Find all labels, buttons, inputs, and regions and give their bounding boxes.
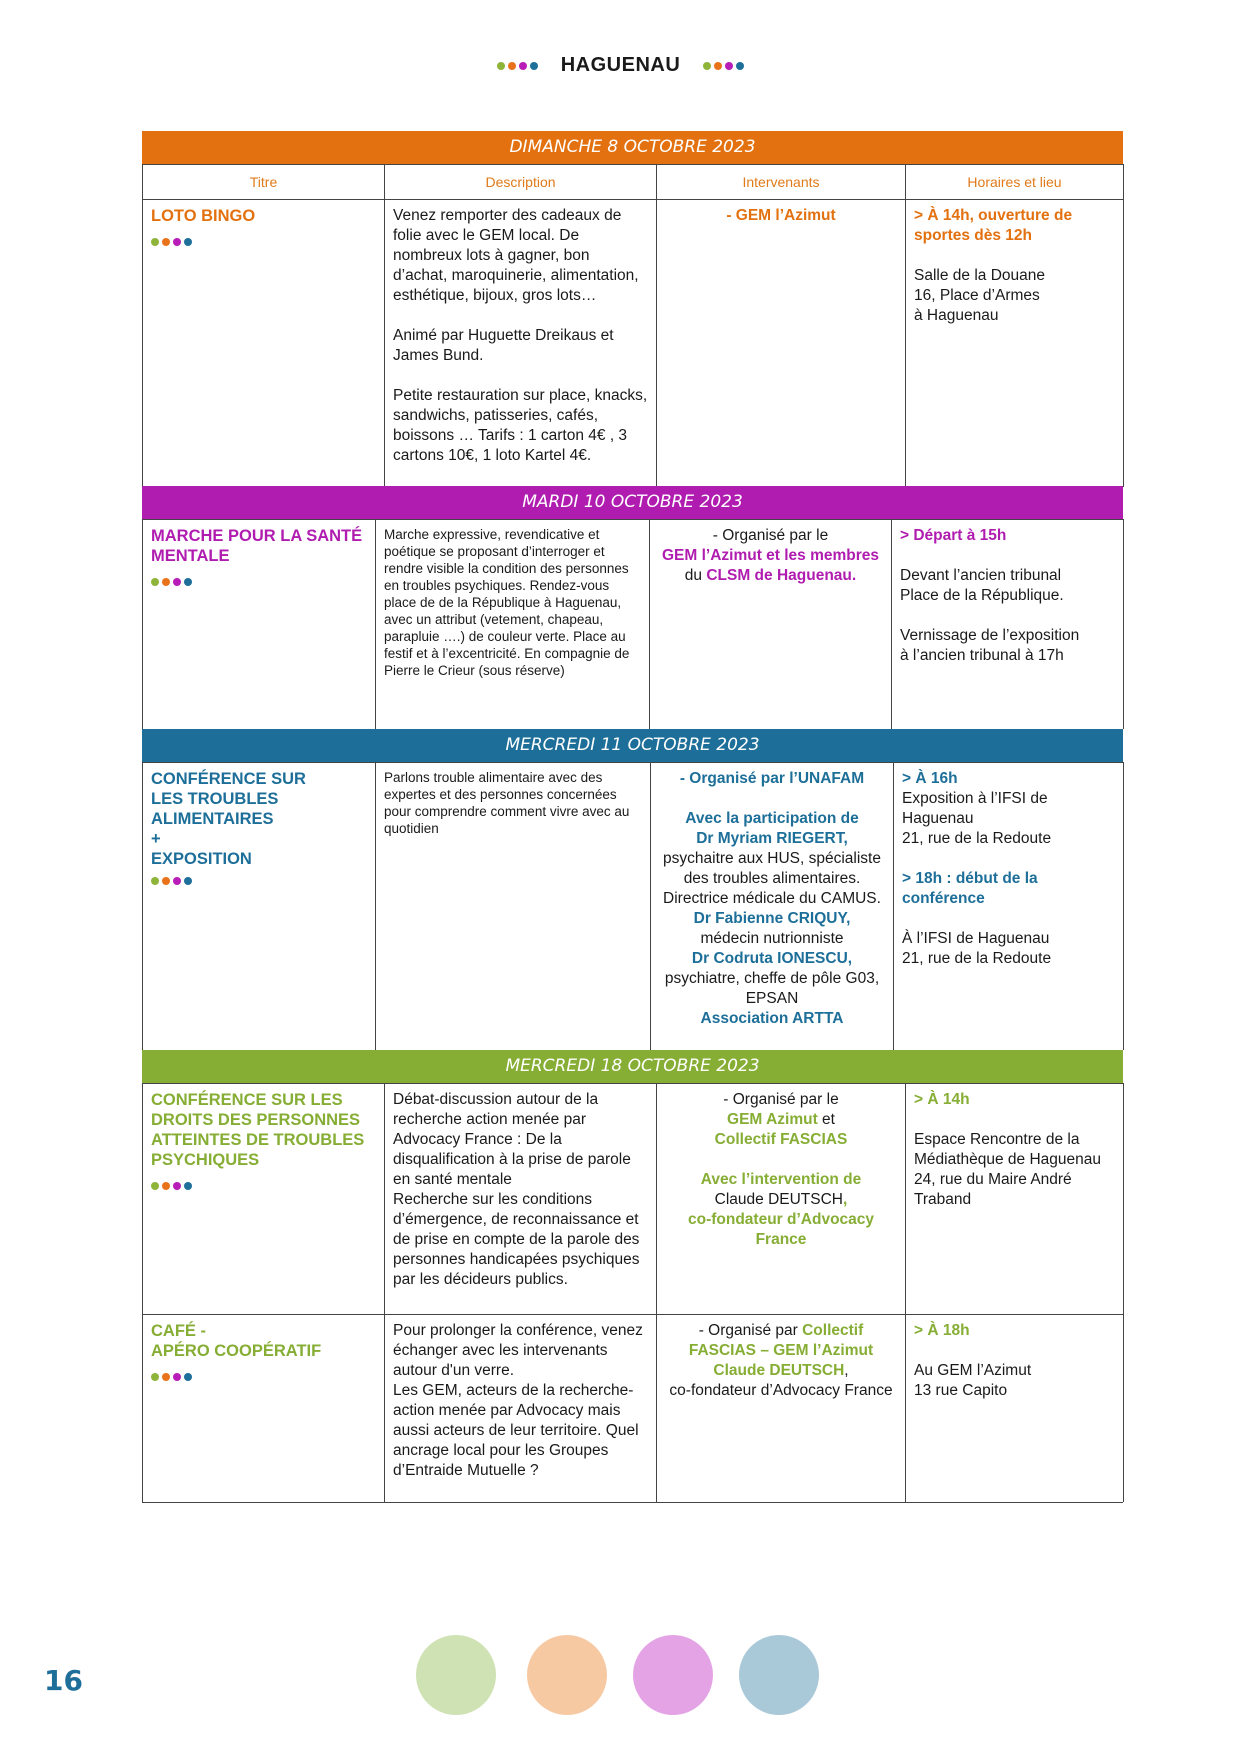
intervenant-name: Dr Myriam RIEGERT, bbox=[696, 830, 848, 847]
column-header-description: Description bbox=[385, 164, 657, 199]
section-dimanche-8-octobre bbox=[142, 131, 1123, 488]
date-banner: MERCREDI 11 OCTOBRE 2023 bbox=[142, 729, 1123, 762]
event-title: LOTO BINGO bbox=[151, 207, 256, 225]
venue-line: Vernissage de l’exposition bbox=[900, 627, 1080, 644]
description-paragraph: Les GEM, acteurs de la recherche-action menée par Advocacy mais aussi acteurs de leur territoire. Quel ancrage local pour les Groupes d’Entraide Mutuelle ? bbox=[393, 1382, 639, 1479]
event-title: CONFÉRENCE SUR LES DROITS DES PERSONNES ATTEINTES DE TROUBLES PSYCHIQUES bbox=[151, 1091, 365, 1169]
venue-line: 21, rue de la Redoute bbox=[902, 950, 1052, 967]
date-banner: MERCREDI 18 OCTOBRE 2023 bbox=[142, 1050, 1123, 1083]
intervenant-org: GEM Azimut bbox=[727, 1111, 818, 1128]
venue-line: 13 rue Capito bbox=[914, 1382, 1008, 1399]
event-title: CONFÉRENCE SUR LES TROUBLES ALIMENTAIRES + EXPOSITION bbox=[151, 770, 306, 868]
intervenant-intro: Avec la participation de bbox=[685, 810, 859, 827]
intervenant-org: Collectif FASCIAS – GEM l’Azimut Claude DEUTSCH bbox=[688, 1322, 874, 1379]
footer-circle-green bbox=[416, 1635, 496, 1715]
intervenant-prefix: - Organisé par le bbox=[723, 1091, 839, 1108]
event-schedule-cell bbox=[906, 1083, 1124, 1314]
event-title: MARCHE POUR LA SANTÉ MENTALE bbox=[151, 527, 363, 565]
event-schedule-cell bbox=[906, 199, 1124, 487]
event-intervenants-cell bbox=[657, 199, 906, 487]
description-paragraph: Animé par Huguette Dreikaus et James Bund. bbox=[393, 327, 614, 364]
event-intervenants-cell: - Organisé par le GEM Azimut et Collectif FASCIAS Avec l’intervention de Claude DEUTSCH, co-fondateur d’Advocacy France bbox=[657, 1083, 906, 1314]
venue-line: Exposition à l’IFSI de Haguenau bbox=[902, 790, 1048, 827]
intervenant-connector: du bbox=[684, 567, 707, 584]
decorative-dots bbox=[151, 1182, 192, 1190]
description-paragraph: Débat-discussion autour de la recherche action menée par Advocacy France : De la disqualification à la prise de parole en santé mentale bbox=[393, 1091, 631, 1188]
event-intervenants-cell: - Organisé par Collectif FASCIAS – GEM l’Azimut Claude DEUTSCH, co-fondateur d’Advocacy France bbox=[657, 1314, 906, 1502]
decorative-dots bbox=[151, 877, 192, 885]
date-banner: DIMANCHE 8 OCTOBRE 2023 bbox=[142, 131, 1123, 164]
event-intervenants-cell bbox=[650, 519, 892, 729]
event-description-cell bbox=[385, 199, 657, 487]
intervenant-org: GEM l’Azimut et les membres bbox=[661, 547, 880, 564]
intervenant-role: co-fondateur d’Advocacy France bbox=[669, 1382, 893, 1399]
description-paragraph: Venez remporter des cadeaux de folie avec le GEM local. De nombreux lots à gagner, bon d’achat, maroquinerie, alimentation, esthétique, bijoux, gros lots… bbox=[393, 207, 639, 304]
intervenant-role: psychaitre aux HUS, spécialiste des troubles alimentaires. Directrice médicale du CAMUS. bbox=[663, 850, 881, 907]
event-intervenants-cell bbox=[651, 762, 894, 1050]
intervenant-role: co-fondateur d’Advocacy France bbox=[687, 1211, 875, 1248]
event-description-cell bbox=[376, 762, 651, 1050]
section-mercredi-11-octobre bbox=[142, 729, 1123, 1051]
event-title-cell bbox=[143, 519, 376, 729]
event-time: > À 18h bbox=[914, 1322, 970, 1339]
column-header-titre: Titre bbox=[143, 164, 385, 199]
event-schedule-cell bbox=[892, 519, 1124, 729]
intervenant-org: CLSM de Haguenau. bbox=[706, 567, 857, 584]
decorative-dots bbox=[497, 62, 538, 70]
venue-line: Salle de la Douane bbox=[914, 267, 1045, 284]
event-time: > 18h : début de la conférence bbox=[902, 870, 1038, 907]
venue-line: à l’ancien tribunal à 17h bbox=[900, 647, 1064, 664]
event-description-cell bbox=[385, 1314, 657, 1502]
venue-line: Devant l’ancien tribunal bbox=[900, 567, 1062, 584]
description-paragraph: Petite restauration sur place, knacks, sandwichs, patisseries, cafés, boissons … Tarifs : 1 carton 4€ , 3 cartons 10€, 1 loto Kartel 4€. bbox=[393, 387, 648, 464]
intervenant-name: Dr Codruta IONESCU, bbox=[691, 950, 853, 967]
intervenant-prefix: - Organisé par bbox=[698, 1322, 803, 1339]
event-time: > À 14h bbox=[914, 1091, 970, 1108]
page-number: 16 bbox=[44, 1664, 83, 1697]
event-title: CAFÉ - APÉRO COOPÉRATIF bbox=[151, 1322, 322, 1360]
venue-line: À l’IFSI de Haguenau bbox=[902, 930, 1050, 947]
description-paragraph: Parlons trouble alimentaire avec des expertes et des personnes concernées pour comprendre comment vivre avec au quotidien bbox=[384, 770, 630, 836]
column-header-horaires: Horaires et lieu bbox=[906, 164, 1124, 199]
event-title-cell bbox=[143, 1083, 385, 1314]
footer-circle-orange bbox=[527, 1635, 607, 1715]
intervenant-org: Collectif FASCIAS bbox=[714, 1131, 848, 1148]
intervenant-org: - GEM l’Azimut bbox=[726, 207, 836, 224]
section-mardi-10-octobre bbox=[142, 486, 1123, 730]
event-time: > À 14h, ouverture de sportes dès 12h bbox=[914, 207, 1073, 244]
decorative-dots bbox=[151, 1373, 192, 1381]
intervenant-intro: Avec l’intervention de bbox=[700, 1171, 862, 1188]
intervenant-role: psychiatre, cheffe de pôle G03, EPSAN bbox=[664, 970, 880, 1007]
page-header bbox=[0, 54, 1241, 77]
event-title-cell bbox=[143, 762, 376, 1050]
footer-circle-blue bbox=[739, 1635, 819, 1715]
decorative-dots bbox=[151, 578, 192, 586]
intervenant-connector: et bbox=[817, 1111, 835, 1128]
date-banner: MARDI 10 OCTOBRE 2023 bbox=[142, 486, 1123, 519]
footer-circle-purple bbox=[633, 1635, 713, 1715]
venue-line: Au GEM l’Azimut bbox=[914, 1362, 1032, 1379]
column-header-intervenants: Intervenants bbox=[657, 164, 906, 199]
event-title-cell bbox=[143, 199, 385, 487]
event-schedule-cell bbox=[894, 762, 1124, 1050]
venue-line: 16, Place d’Armes bbox=[914, 287, 1040, 304]
decorative-dots bbox=[703, 62, 744, 70]
intervenant-name: Dr Fabienne CRIQUY, bbox=[693, 910, 851, 927]
venue-line: à Haguenau bbox=[914, 307, 999, 324]
intervenant-name: Claude DEUTSCH bbox=[714, 1191, 844, 1208]
event-description-cell bbox=[385, 1083, 657, 1314]
description-paragraph: Pour prolonger la conférence, venez échanger avec les intervenants autour d'un verre. bbox=[393, 1322, 643, 1379]
description-paragraph: Marche expressive, revendicative et poétique se proposant d’interroger et rendre visible la condition des personnes en troubles psychiques. Rendez-vous place de de la République à Haguenau, avec un attribut (vetement, chapeau, parapluie ….) de couleur verte. Place au festif et à l’excentricité. En compagnie de Pierre le Crieur (sous réserve) bbox=[384, 527, 630, 678]
page-title: HAGUENAU bbox=[560, 54, 681, 76]
event-description-cell bbox=[376, 519, 650, 729]
description-paragraph: Recherche sur les conditions d’émergence, de reconnaissance et de prise en compte de la parole des personnes handicapées psychiques par les décideurs publics. bbox=[393, 1191, 640, 1288]
intervenant-role: médecin nutrionniste bbox=[700, 930, 844, 947]
intervenant-org: Association ARTTA bbox=[700, 1010, 844, 1027]
decorative-dots bbox=[151, 238, 192, 246]
event-title-cell bbox=[143, 1314, 385, 1502]
venue-line: 24, rue du Maire André Traband bbox=[914, 1171, 1072, 1208]
intervenant-prefix: - Organisé par le bbox=[712, 527, 829, 544]
event-time: > À 16h bbox=[902, 770, 958, 787]
venue-line: Place de la République. bbox=[900, 587, 1064, 604]
intervenant-org: - Organisé par l’UNAFAM bbox=[679, 770, 865, 787]
venue-line: Espace Rencontre de la Médiathèque de Haguenau bbox=[914, 1131, 1102, 1168]
event-time: > Départ à 15h bbox=[900, 527, 1007, 544]
event-schedule-cell bbox=[906, 1314, 1124, 1502]
venue-line: 21, rue de la Redoute bbox=[902, 830, 1052, 847]
section-mercredi-18-octobre bbox=[142, 1050, 1123, 1503]
